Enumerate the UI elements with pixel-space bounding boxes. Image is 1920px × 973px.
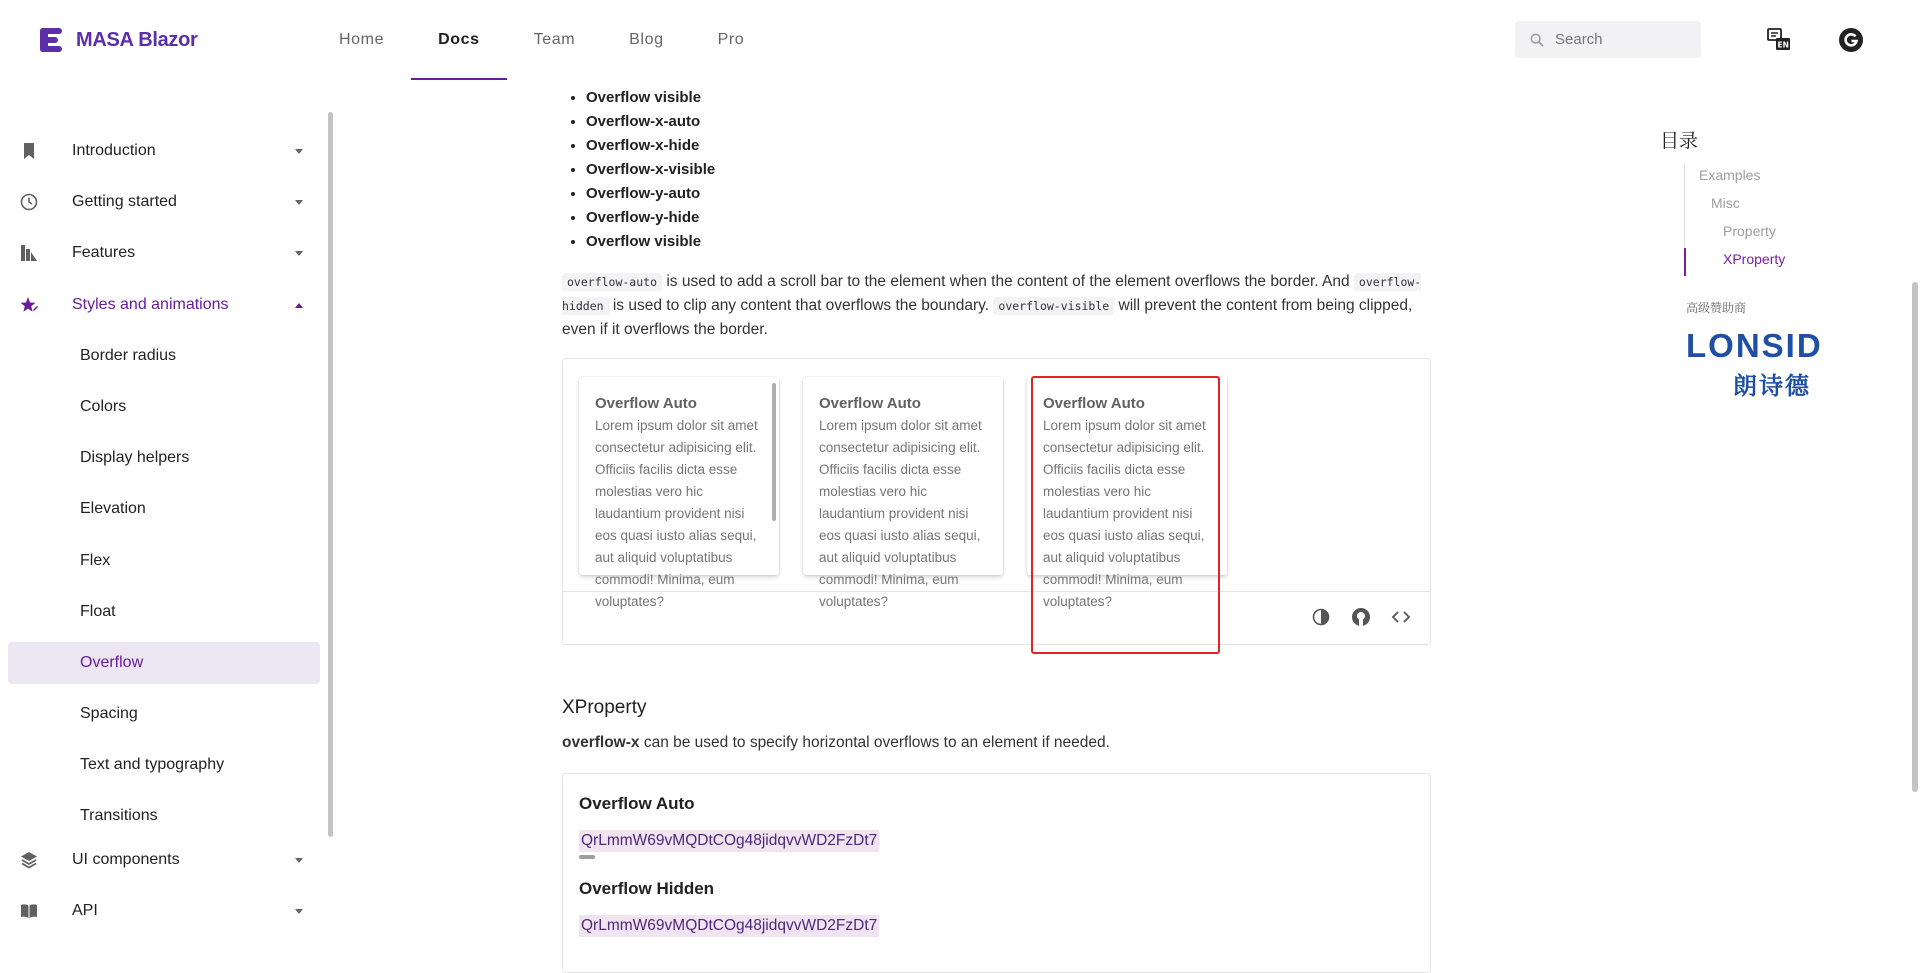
sidebar-item-api[interactable]: API	[0, 890, 320, 932]
sidebar-scrollbar[interactable]	[328, 112, 333, 837]
sidebar-sub-overflow[interactable]: Overflow	[8, 642, 320, 684]
search-box[interactable]	[1515, 21, 1701, 58]
sidebar-sub-border-radius[interactable]: Border radius	[80, 347, 177, 364]
toc-item-property[interactable]: Property	[1723, 223, 1776, 239]
toc-item-xproperty[interactable]: XProperty	[1684, 248, 1785, 276]
overflow-hidden-sample: QrLmmW69vMQDtCOg48jidqvvWD2FzDt7	[579, 915, 879, 937]
search-input[interactable]	[1555, 31, 1685, 48]
book-icon	[20, 902, 38, 920]
sidebar-sub-transitions[interactable]: Transitions	[80, 807, 158, 824]
chevron-down-icon	[295, 251, 303, 256]
table-of-contents	[1684, 164, 1785, 276]
card-body: Lorem ipsum dolor sit amet consectetur adipisicing elit. Officiis facilis dicta esse molestias vero hic laudantium provident nisi eos quasi iusto alias sequi, aut aliquid voluptatibus commodi! Minima, eum voluptates?	[595, 418, 758, 609]
sidebar-sub-text-and-typography[interactable]: Text and typography	[80, 756, 225, 773]
demo-title: Overflow Auto	[579, 794, 695, 813]
page-scrollbar[interactable]	[1912, 282, 1918, 792]
tab-blog[interactable]: Blog	[629, 31, 664, 48]
tab-team[interactable]: Team	[533, 31, 576, 48]
sidebar-sub-display-helpers[interactable]: Display helpers	[80, 449, 190, 466]
toc-item-examples[interactable]: Examples	[1699, 167, 1761, 183]
card-overflow-auto[interactable]	[579, 377, 779, 609]
sidebar-item-styles-and-animations[interactable]: Styles and animations	[0, 284, 320, 326]
list-item: • Overflow-x-hide	[586, 134, 715, 158]
overflow-description: overflow-auto is used to add a scroll bar to the element when the content of the element overflows the border. And overflow-hidden is used to clip any content that overflows the boundary. overflow-visible will prevent the content from being clipped, even if it overflows the border.	[562, 273, 1422, 338]
sidebar-item-ui-components[interactable]: UI components	[0, 839, 320, 881]
chevron-up-icon	[295, 303, 303, 308]
card-overflow-visible	[1027, 377, 1227, 609]
section-title-xproperty: XProperty	[562, 697, 647, 718]
sidebar-item-features[interactable]: Features	[0, 232, 320, 274]
card-title: Overflow Auto	[1043, 395, 1145, 412]
app-header	[0, 0, 1920, 80]
list-item: • Overflow visible	[586, 86, 715, 110]
overflow-auto-sample[interactable]: QrLmmW69vMQDtCOg48jidqvvWD2FzDt7	[579, 830, 879, 852]
chevron-down-icon	[295, 858, 303, 863]
list-item: • Overflow-y-hide	[586, 206, 715, 230]
brand-name: MASA Blazor	[76, 28, 198, 51]
xproperty-demo	[562, 773, 1431, 973]
toc-item-misc[interactable]: Misc	[1711, 195, 1740, 211]
sponsor-logo[interactable]: LONSID	[1686, 327, 1823, 364]
sidebar-sub-float[interactable]: Float	[80, 603, 116, 620]
sidebar-sub-spacing[interactable]: Spacing	[80, 705, 138, 722]
sidebar-item-introduction[interactable]: Introduction	[0, 130, 320, 172]
list-item: • Overflow-y-auto	[586, 182, 715, 206]
overflow-list	[586, 86, 715, 254]
top-nav	[312, 0, 771, 80]
translate-icon[interactable]	[1766, 27, 1792, 53]
demo-divider	[563, 591, 1430, 592]
list-item: • Overflow visible	[586, 230, 715, 254]
sidebar-sub-elevation[interactable]: Elevation	[80, 500, 146, 517]
github-icon[interactable]	[1351, 607, 1371, 627]
github-icon[interactable]	[1838, 27, 1864, 53]
card-scrollbar[interactable]	[772, 383, 776, 521]
clock-icon	[20, 193, 38, 211]
chevron-down-icon	[295, 149, 303, 154]
features-icon	[20, 244, 38, 262]
demo-title: Overflow Hidden	[579, 879, 715, 898]
card-body: Lorem ipsum dolor sit amet consectetur adipisicing elit. Officiis facilis dicta esse molestias vero hic laudantium provident nisi eos quasi iusto alias sequi, aut aliquid voluptatibus commodi! Minima, eum voluptates?	[819, 418, 982, 609]
code-overflow-auto: overflow-auto	[562, 273, 662, 291]
chevron-down-icon	[295, 200, 303, 205]
sponsor-logo-cn: 朗诗德	[1733, 373, 1811, 400]
tab-home[interactable]: Home	[339, 31, 385, 48]
card-overflow-hidden	[803, 377, 1003, 609]
chevron-down-icon	[295, 909, 303, 914]
card-title: Overflow Auto	[595, 395, 697, 412]
card-title: Overflow Auto	[819, 395, 921, 412]
masa-logo-icon	[38, 26, 66, 54]
list-item: • Overflow-x-auto	[586, 110, 715, 134]
example-demo	[562, 358, 1431, 645]
xproperty-description: overflow-x can be used to specify horizontal overflows to an element if needed.	[562, 734, 1110, 751]
layers-icon	[20, 851, 38, 869]
sidebar-sub-colors[interactable]: Colors	[80, 398, 127, 415]
tab-pro[interactable]: Pro	[717, 31, 745, 48]
svg-text:EN: EN	[1777, 40, 1789, 50]
brand-logo[interactable]	[38, 26, 198, 54]
code-icon[interactable]	[1391, 607, 1411, 627]
sponsor-label: 高级赞助商	[1686, 301, 1747, 315]
sidebar-item-getting-started[interactable]: Getting started	[0, 181, 320, 223]
sidebar-sub-flex[interactable]: Flex	[80, 552, 111, 569]
code-overflow-visible: overflow-visible	[993, 297, 1114, 315]
theme-toggle-icon[interactable]	[1311, 607, 1331, 627]
sample-scrollbar[interactable]	[579, 855, 595, 859]
star-edit-icon	[20, 296, 38, 314]
list-item: • Overflow-x-visible	[586, 158, 715, 182]
toc-title: 目录	[1660, 131, 1699, 152]
search-icon	[1529, 32, 1545, 48]
code-overflow-hidden: overflow-hidden	[562, 275, 1422, 313]
tab-docs[interactable]: Docs	[411, 0, 507, 80]
card-body: Lorem ipsum dolor sit amet consectetur adipisicing elit. Officiis facilis dicta esse molestias vero hic laudantium provident nisi eos quasi iusto alias sequi, aut aliquid voluptatibus commodi! Minima, eum voluptates?	[1043, 418, 1206, 609]
bookmark-icon	[20, 142, 38, 160]
